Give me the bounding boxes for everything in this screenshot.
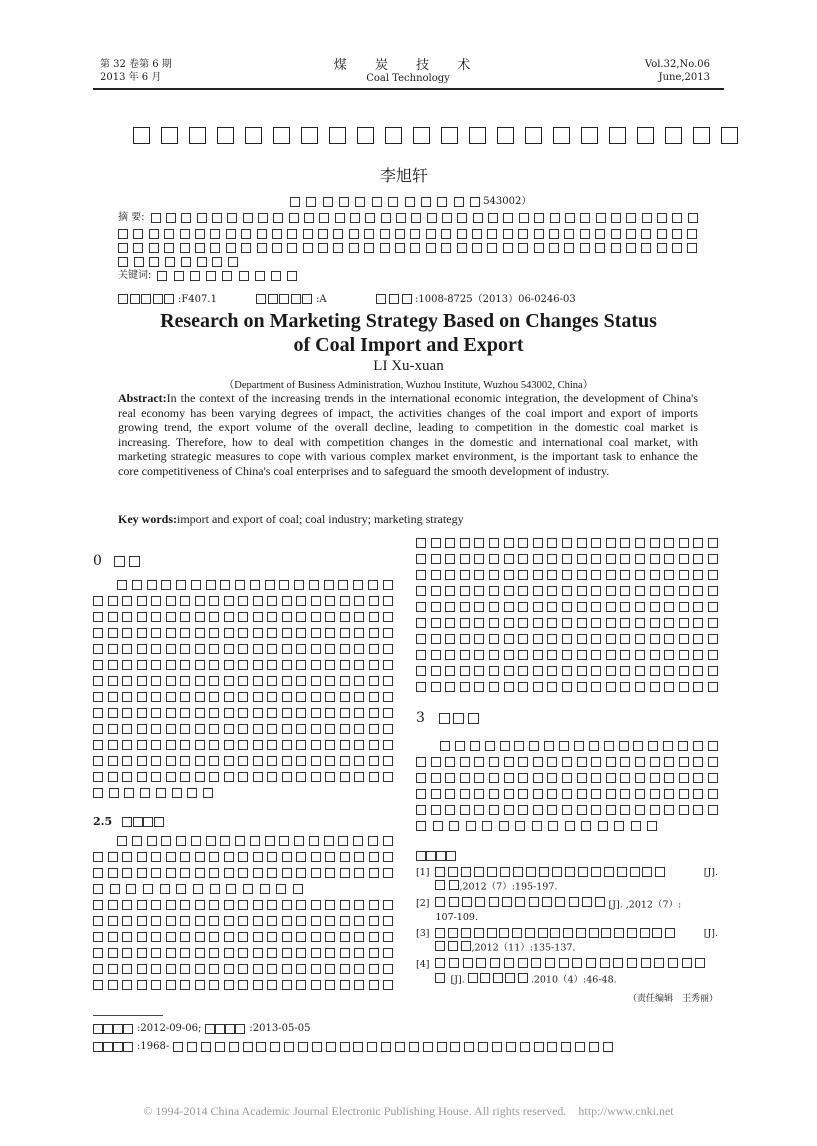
abstract-text: In the context of the increasing trends in the international economic integration, the development of China's real economy has been varying degrees of impact, the activities changes of the coal import and export of imports growing trend, the export volume of the overall decline, leading to competition in the domestic coal market is increasing. Therefore, how to deal with competition changes in the domestic and international coal market, with marketing strategic measures to cope with various complex market environment, is the important task to enhance the core competitiveness of China's coal enterprises and to safeguard the smooth development of industry. xyxy=(118,391,698,478)
title-en-line2: of Coal Import and Export xyxy=(293,334,524,356)
text-line xyxy=(93,577,393,593)
text-line xyxy=(93,881,303,897)
abstract-label: Abstract: xyxy=(118,391,167,405)
text-line xyxy=(416,679,718,695)
reference-item: [2] [J]. ,2012（7）: 107-109. xyxy=(416,897,718,925)
text-line xyxy=(416,802,718,818)
header-rule xyxy=(93,88,724,90)
author-cn: 李旭轩 xyxy=(380,166,429,185)
reference-pages: 107-109. xyxy=(435,912,478,923)
revised-date: :2013-05-05 xyxy=(249,1023,311,1034)
editor-note: （责任编辑 王秀丽） xyxy=(627,993,718,1004)
text-line xyxy=(416,583,718,599)
title-cn xyxy=(133,127,693,147)
volume-issue-cn: 第 32 卷第 6 期 xyxy=(100,59,172,70)
keywords-cn-label: 关键词: xyxy=(118,270,152,281)
text-line xyxy=(416,818,658,834)
text-line xyxy=(93,753,393,769)
text-line xyxy=(93,833,393,849)
title-cn-glyph xyxy=(497,127,514,144)
reference-number: [3] xyxy=(416,928,430,939)
text-line xyxy=(93,929,393,945)
title-cn-glyph xyxy=(329,127,346,144)
journal-title-en: Coal Technology xyxy=(366,73,450,84)
title-cn-glyph xyxy=(385,127,402,144)
title-cn-glyph xyxy=(301,127,318,144)
text-line xyxy=(416,567,718,583)
section-0-number: 0 xyxy=(93,553,102,569)
clc-label-mock xyxy=(118,293,174,309)
text-line xyxy=(93,865,393,881)
document-code: :A xyxy=(316,294,327,305)
right-column-text-b xyxy=(416,738,718,834)
author-birth-year: :1968- xyxy=(137,1041,170,1052)
reference-number: [1] xyxy=(416,867,430,878)
article-id: :1008-8725（2013）06-0246-03 xyxy=(415,294,576,305)
reference-item: [1] [J]. ,2012（7）:195-197. xyxy=(416,867,718,893)
text-line xyxy=(93,705,393,721)
reference-number: [4] xyxy=(416,958,430,970)
text-line xyxy=(93,657,393,673)
text-line xyxy=(93,897,393,913)
text-line xyxy=(416,615,718,631)
received-date: :2012-09-06; xyxy=(137,1023,202,1034)
text-line xyxy=(93,625,393,641)
clc-number: :F407.1 xyxy=(178,294,217,305)
text-line xyxy=(93,849,393,865)
reference-item: [3] [J]. ,2012（11）:135-137. xyxy=(416,928,718,954)
title-cn-glyph xyxy=(441,127,458,144)
title-cn-glyph xyxy=(525,127,542,144)
title-cn-glyph xyxy=(217,127,234,144)
text-line xyxy=(416,535,718,551)
text-line xyxy=(93,977,393,993)
title-cn-glyph xyxy=(609,127,626,144)
title-cn-glyph xyxy=(133,127,150,144)
text-line xyxy=(416,738,718,754)
affiliation-postcode: 543002） xyxy=(483,196,532,207)
text-line xyxy=(416,663,718,679)
text-line xyxy=(416,551,718,567)
section-3-number: 3 xyxy=(416,710,425,726)
affiliation-cn xyxy=(290,195,570,209)
header-right xyxy=(620,58,710,84)
text-line xyxy=(416,647,718,663)
text-line xyxy=(93,673,393,689)
abstract-cn xyxy=(118,211,698,283)
text-line xyxy=(416,786,718,802)
title-cn-glyph xyxy=(189,127,206,144)
date-en: June,2013 xyxy=(658,72,710,83)
text-line xyxy=(93,769,393,785)
keywords-text: import and export of coal; coal industry; marketing strategy xyxy=(177,512,464,526)
text-line xyxy=(93,721,393,737)
right-column-text-a xyxy=(416,535,718,695)
footnote xyxy=(93,1022,693,1054)
text-line xyxy=(93,641,393,657)
references xyxy=(416,850,718,1006)
text-line xyxy=(93,785,213,801)
title-en-line1: Research on Marketing Strategy Based on Changes Status xyxy=(160,310,657,332)
text-line xyxy=(416,770,718,786)
title-cn-glyph xyxy=(469,127,486,144)
text-line xyxy=(416,631,718,647)
text-line xyxy=(93,737,393,753)
text-line xyxy=(93,945,393,961)
left-column-text-a xyxy=(93,577,393,801)
copyright-line: © 1994-2014 China Academic Journal Electronic Publishing House. All rights reserved. http://www.cnki.net xyxy=(143,1104,674,1118)
volume-issue-en: Vol.32,No.06 xyxy=(644,59,710,70)
title-cn-glyph xyxy=(245,127,262,144)
title-cn-glyph xyxy=(413,127,430,144)
header-left xyxy=(100,58,220,84)
text-line xyxy=(416,754,718,770)
text-line xyxy=(93,913,393,929)
abstract-en xyxy=(118,391,698,479)
text-line xyxy=(93,961,393,977)
title-cn-glyph xyxy=(721,127,738,144)
footnote-rule xyxy=(93,1015,163,1016)
reference-meta: ,2012（11）:135-137. xyxy=(471,942,576,954)
title-cn-glyph xyxy=(161,127,178,144)
reference-meta: .2010（4）:46-48. xyxy=(530,974,617,986)
left-column-text-b xyxy=(93,833,393,993)
title-cn-glyph xyxy=(273,127,290,144)
journal-title-cn: 煤 炭 技 术 xyxy=(333,58,483,73)
reference-number: [2] xyxy=(416,897,430,909)
section-25-heading xyxy=(93,815,164,828)
section-0-heading xyxy=(93,553,140,569)
title-cn-glyph xyxy=(693,127,710,144)
reference-item: [4] [J]. .2010（4）:46-48. xyxy=(416,958,718,987)
text-line xyxy=(93,609,393,625)
affiliation-en: （Department of Business Administration, Wuzhou Institute, Wuzhou 543002, China） xyxy=(223,380,594,391)
reference-meta: ,2012（7）:195-197. xyxy=(459,881,558,893)
date-cn: 2013 年 6 月 xyxy=(100,72,162,83)
title-cn-glyph xyxy=(581,127,598,144)
text-line xyxy=(93,689,393,705)
keywords-en xyxy=(118,512,698,527)
text-line xyxy=(93,593,393,609)
title-cn-glyph xyxy=(637,127,654,144)
section-3-heading xyxy=(416,710,479,726)
classification-row xyxy=(118,293,698,307)
title-cn-glyph xyxy=(665,127,682,144)
reference-meta: ,2012（7）: xyxy=(625,899,682,910)
title-en xyxy=(100,309,717,357)
section-25-number: 2.5 xyxy=(93,815,113,828)
text-line xyxy=(416,599,718,615)
header-center xyxy=(308,54,508,84)
title-cn-glyph xyxy=(553,127,570,144)
abstract-cn-label: 摘 要: xyxy=(118,212,145,223)
keywords-label: Key words: xyxy=(118,512,177,526)
author-en: LI Xu-xuan xyxy=(373,358,444,374)
title-cn-glyph xyxy=(357,127,374,144)
